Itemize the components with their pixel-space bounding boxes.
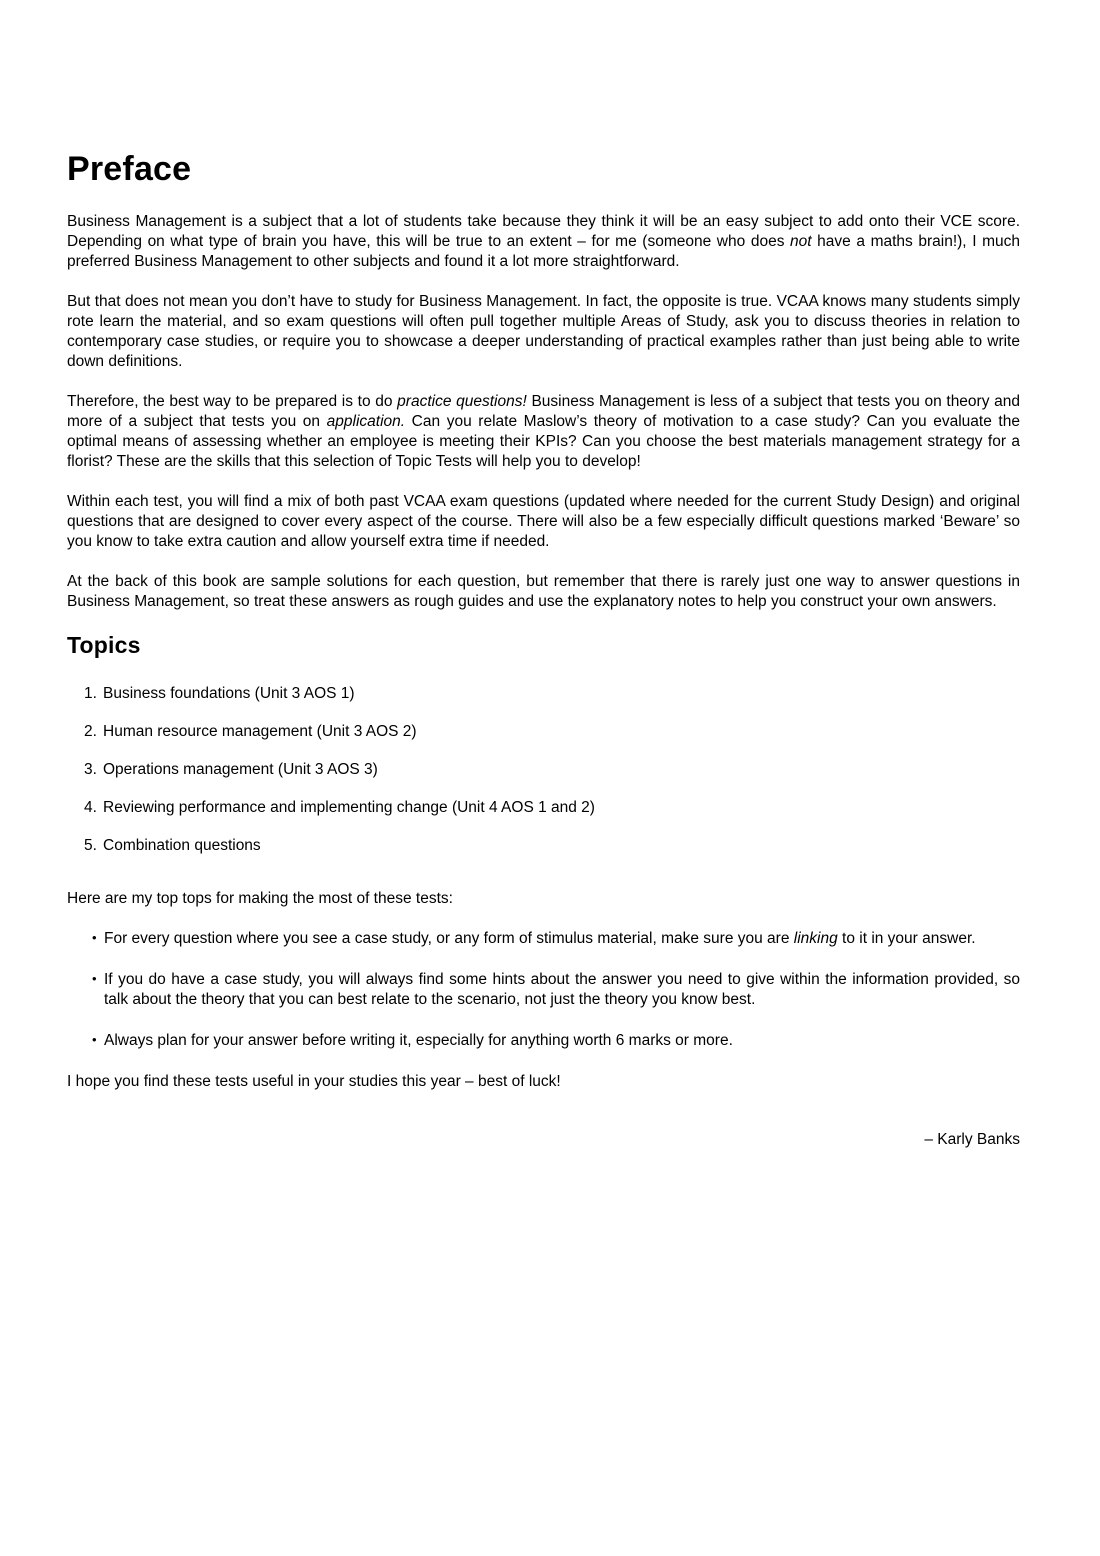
closing-line: I hope you find these tests useful in your studies this year – best of luck! [67, 1073, 561, 1090]
paragraph-intro: Business Management is a subject that a lot of students take because they think it will be an easy subject to add onto their VCE score. Depending on what type of brain you have, this will be true to an extent – for me (someone who does not have a maths brain!), I much preferred Business Management to other subjects and found it a lot more straightforward. [67, 213, 1020, 270]
tip-item-linking [67, 929, 1020, 949]
topic-number: 3. [84, 761, 97, 778]
bullet-icon: • [92, 1032, 97, 1047]
topic-item-operations [67, 760, 1020, 780]
page-title: Preface [67, 150, 192, 188]
tip-item-plan [67, 1031, 1020, 1051]
topic-item-combination [67, 836, 1020, 856]
topic-label: Reviewing performance and implementing change (Unit 4 AOS 1 and 2) [103, 799, 595, 816]
topic-number: 2. [84, 723, 97, 740]
topic-number: 5. [84, 837, 97, 854]
topics-list [67, 684, 1020, 856]
topic-label: Operations management (Unit 3 AOS 3) [103, 761, 378, 778]
paragraph-tests: Within each test, you will find a mix of both past VCAA exam questions (updated where needed for the current Study Design) and original questions that are designed to cover every aspect of the course. There will also be a few especially difficult questions marked ‘Beware’ so you know to take extra caution and allow yourself extra time if needed. [67, 493, 1020, 550]
paragraph-study: But that does not mean you don’t have to study for Business Management. In fact, the opposite is true. VCAA knows many students simply rote learn the material, and so exam questions will often pull together multiple Areas of Study, ask you to discuss theories in relation to contemporary case studies, or require you to showcase a deeper understanding of practical examples rather than just being able to write down definitions. [67, 293, 1020, 370]
tips-list [67, 929, 1020, 1051]
paragraph-practice: Therefore, the best way to be prepared is to do practice questions! Business Management is less of a subject that tests you on theory and more of a subject that tests you on application. Can you relate Maslow’s theory of motivation to a case study? Can you evaluate the optimal means of assessing whether an employee is meeting their KPIs? Can you choose the best materials management strategy for a florist? These are the skills that this selection of Topic Tests will help you to develop! [67, 393, 1020, 470]
tips-intro: Here are my top tops for making the most of these tests: [67, 890, 453, 907]
tip-item-hints [67, 970, 1020, 1010]
topics-heading: Topics [67, 632, 141, 658]
topic-item-business-foundations [67, 684, 1020, 704]
topic-item-reviewing-performance [67, 798, 1020, 818]
tip-text: Always plan for your answer before writing it, especially for anything worth 6 marks or more. [104, 1032, 733, 1049]
topic-label: Human resource management (Unit 3 AOS 2) [103, 723, 417, 740]
author-signature: – Karly Banks [924, 1131, 1020, 1148]
topic-number: 1. [84, 685, 97, 702]
topic-label: Business foundations (Unit 3 AOS 1) [103, 685, 355, 702]
topic-label: Combination questions [103, 837, 261, 854]
topic-item-human-resource [67, 722, 1020, 742]
paragraph-solutions: At the back of this book are sample solutions for each question, but remember that there is rarely just one way to answer questions in Business Management, so treat these answers as rough guides and use the explanatory notes to help you construct your own answers. [67, 573, 1020, 610]
tip-text: For every question where you see a case study, or any form of stimulus material, make sure you are linking to it in your answer. [104, 930, 976, 947]
topic-number: 4. [84, 799, 97, 816]
bullet-icon: • [92, 930, 97, 945]
tip-text: If you do have a case study, you will always find some hints about the answer you need to give within the information provided, so talk about the theory that you can best relate to the scenario, not just the theory you know best. [104, 971, 1020, 1008]
bullet-icon: • [92, 971, 97, 986]
